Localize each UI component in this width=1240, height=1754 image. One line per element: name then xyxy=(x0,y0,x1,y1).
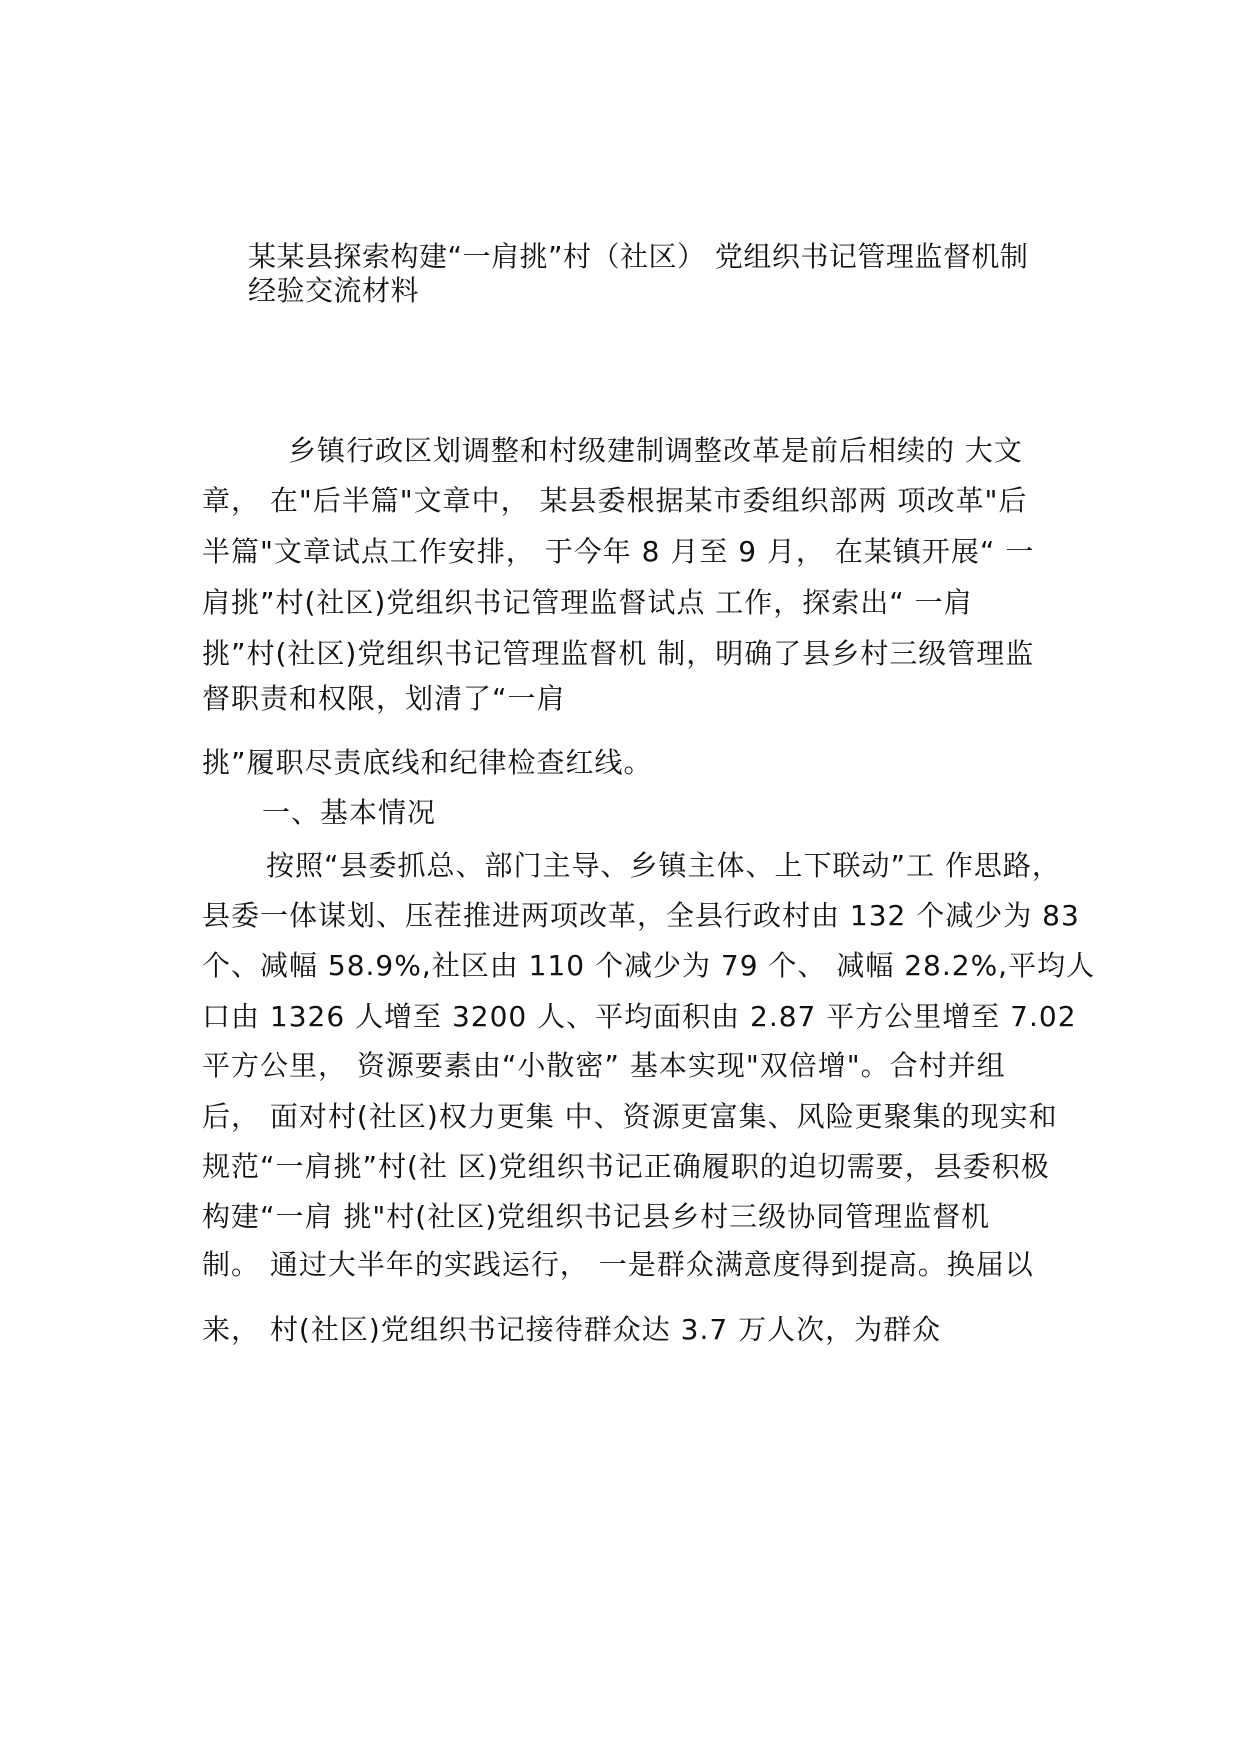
paragraph-line: 制。 通过大半年的实践运行， 一是群众满意度得到提高。换届以 xyxy=(202,1248,1034,1281)
paragraph-line: 来， 村(社区)党组织书记接待群众达 3.7 万人次，为群众 xyxy=(202,1313,942,1346)
paragraph-line: 个、减幅 58.9%,社区由 110 个减少为 79 个、 减幅 28.2%,平均人 xyxy=(202,949,1096,982)
paragraph-line: 按照“县委抓总、部门主导、乡镇主体、上下联动”工 作思路， xyxy=(266,849,1061,882)
paragraph-line: 章， 在"后半篇"文章中， 某县委根据某市委组织部两 项改革"后 xyxy=(202,484,1028,517)
section-heading: 一、基本情况 xyxy=(262,796,437,829)
paragraph-line: 县委一体谋划、压茬推进两项改革，全县行政村由 132 个减少为 83 xyxy=(202,899,1080,932)
paragraph-line: 半篇"文章试点工作安排， 于今年 8 月至 9 月， 在某镇开展“ 一 xyxy=(202,535,1035,568)
paragraph-line: 口由 1326 人增至 3200 人、平均面积由 2.87 平方公里增至 7.02 xyxy=(202,1000,1077,1033)
document-title: 某某县探索构建“一肩挑”村（社区） 党组织书记管理监督机制经验交流材料 xyxy=(248,240,1029,307)
paragraph-line: 后， 面对村(社区)权力更集 中、资源更富集、风险更聚集的现实和 xyxy=(202,1100,1058,1133)
paragraph-line: 肩挑”村(社区)党组织书记管理监督试点 工作，探索出“ 一肩 xyxy=(202,586,973,619)
paragraph-line: 规范“一肩挑”村(社 区)党组织书记正确履职的迫切需要，县委积极 xyxy=(202,1150,1050,1183)
paragraph-line: 平方公里， 资源要素由“小散密” 基本实现"双倍增"。合村并组 xyxy=(202,1049,1006,1082)
paragraph-line: 构建“一肩 挑"村(社区)党组织书记县乡村三级协同管理监督机 xyxy=(202,1200,991,1233)
paragraph-line: 挑”村(社区)党组织书记管理监督机 制，明确了县乡村三级管理监 xyxy=(202,637,1035,670)
paragraph-line: 挑”履职尽责底线和纪律检查红线。 xyxy=(202,746,653,779)
paragraph-line: 乡镇行政区划调整和村级建制调整改革是前后相续的 大文 xyxy=(288,434,1023,467)
paragraph-line: 督职责和权限，划清了“一肩 xyxy=(202,682,566,715)
